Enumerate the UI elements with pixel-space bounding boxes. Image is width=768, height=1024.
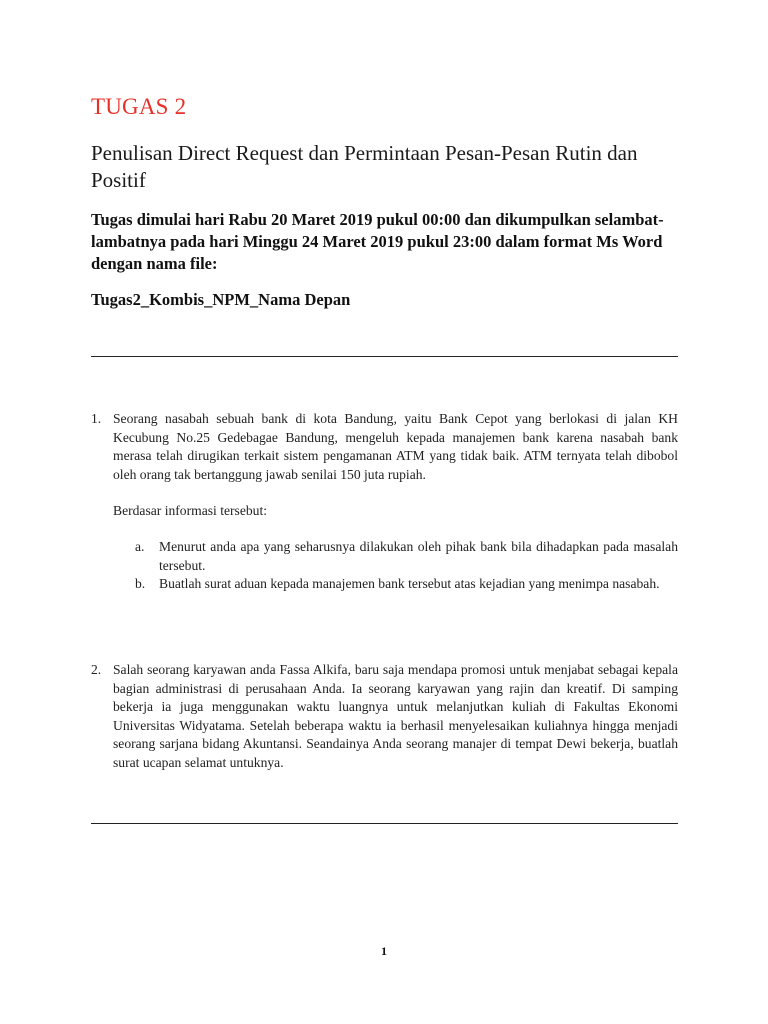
question-1-lead: Berdasar informasi tersebut: — [113, 503, 268, 518]
list-item — [135, 575, 678, 594]
list-item — [135, 538, 678, 575]
list-item-text: Buatlah surat aduan kepada manajemen bank tersebut atas kejadian yang menimpa nasabah. — [159, 576, 660, 591]
page-title: TUGAS 2 — [91, 94, 187, 119]
question-2 — [91, 661, 678, 772]
file-name-format: Tugas2_Kombis_NPM_Nama Depan — [91, 290, 351, 309]
question-text: Salah seorang karyawan anda Fassa Alkifa, baru saja mendapa promosi untuk menjabat sebagai kepala bagian administrasi di perusahaan Anda. Ia seorang karyawan yang rajin dan kreatif. Di samping bekerja ia juga menggunakan waktu luangnya untuk melanjutkan kuliah di Fakultas Ekonomi Universitas Widyatama. Setelah beberapa waktu ia berhasil menyelesaikan kuliahnya hingga menjadi seorang sarjana bidang Akuntansi. Seandainya Anda seorang manajer di tempat Dewi bekerja, buatlah surat ucapan selamat untuknya. — [113, 662, 678, 770]
question-1-subitems — [135, 538, 678, 594]
document-subtitle: Penulisan Direct Request dan Permintaan Pesan-Pesan Rutin dan Positif — [91, 141, 638, 192]
list-item-text: Menurut anda apa yang seharusnya dilakukan oleh pihak bank bila dihadapkan pada masalah tersebut. — [159, 539, 678, 573]
question-1 — [91, 410, 678, 484]
list-item-letter: a. — [135, 539, 145, 554]
submission-instructions: Tugas dimulai hari Rabu 20 Maret 2019 pukul 00:00 dan dikumpulkan selambat-lambatnya pada hari Minggu 24 Maret 2019 pukul 23:00 dalam format Ms Word dengan nama file: — [91, 210, 664, 273]
horizontal-divider-bottom — [91, 823, 678, 824]
question-text: Seorang nasabah sebuah bank di kota Bandung, yaitu Bank Cepot yang berlokasi di jalan KH Kecubung No.25 Gedebagae Bandung, mengeluh kepada manajemen bank karena nasabah bank merasa telah dirugikan terkait sistem pengamanan ATM yang tidak baik. ATM ternyata telah dibobol oleh orang tak bertanggung jawab senilai 150 juta rupiah. — [113, 411, 678, 482]
question-number: 2. — [91, 662, 102, 677]
list-item-letter: b. — [135, 576, 146, 591]
horizontal-divider-top — [91, 356, 678, 357]
question-number: 1. — [91, 411, 102, 426]
page-number: 1 — [381, 944, 387, 958]
